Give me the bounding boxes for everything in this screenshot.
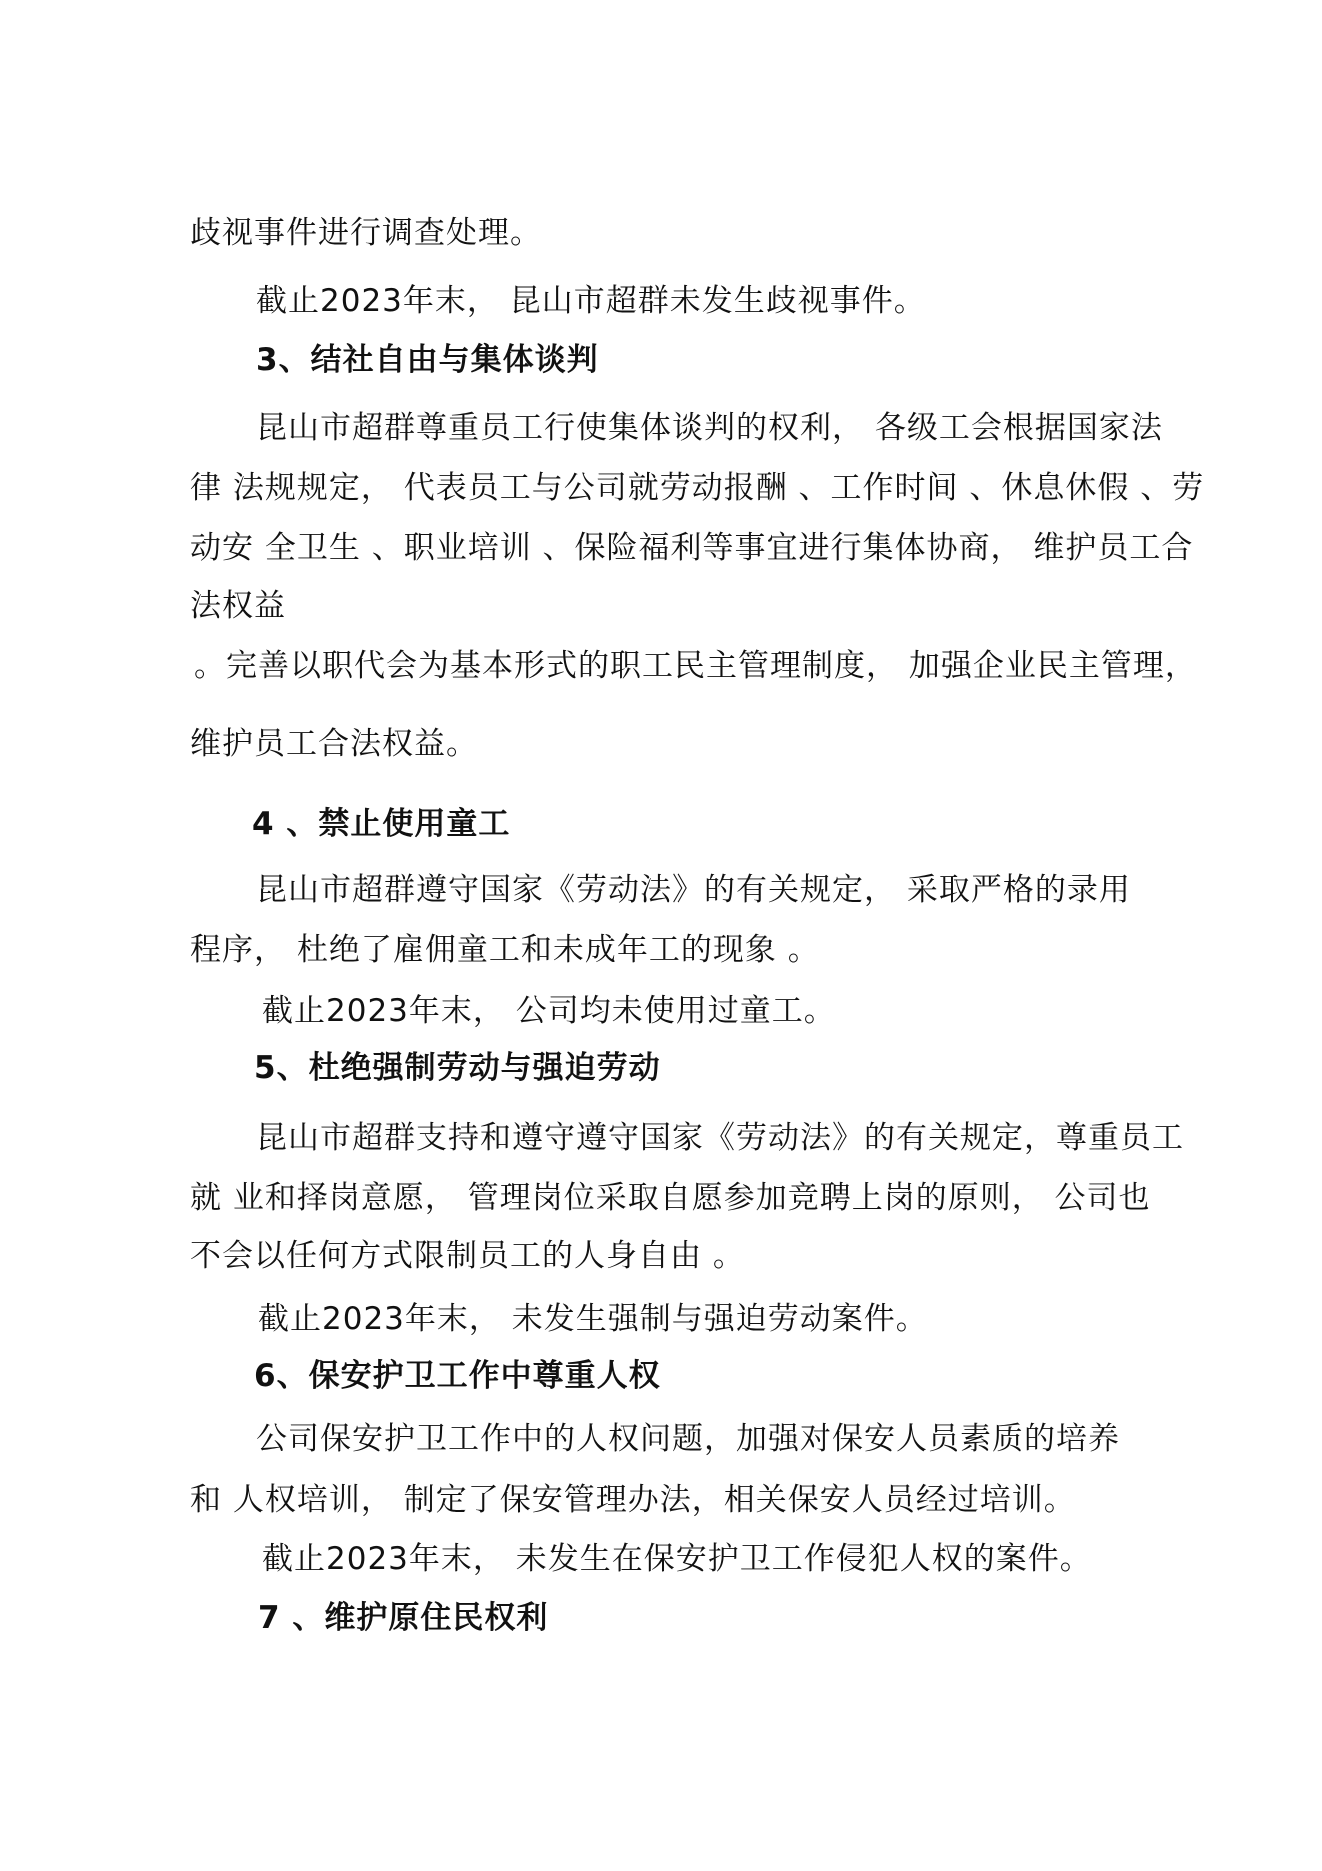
paragraph-line: 和 人权培训， 制定了保安管理办法，相关保安人员经过培训。 [190, 1482, 1076, 1518]
paragraph-line: 动安 全卫生 、职业培训 、保险福利等事宜进行集体协商， 维护员工合 [190, 530, 1194, 566]
paragraph-line: 昆山市超群遵守国家《劳动法》的有关规定， 采取严格的录用 [256, 872, 1131, 908]
paragraph-line: 公司保安护卫工作中的人权问题，加强对保安人员素质的培养 [256, 1421, 1120, 1457]
paragraph-line: 不会以任何方式限制员工的人身自由 。 [190, 1238, 745, 1274]
paragraph-line: 。完善以职代会为基本形式的职工民主管理制度， 加强企业民主管理， [194, 648, 1197, 684]
paragraph-line: 截止2023年末， 未发生强制与强迫劳动案件。 [258, 1301, 928, 1337]
section-heading: 3、结社自由与集体谈判 [256, 342, 599, 378]
section-heading: 5、杜绝强制劳动与强迫劳动 [254, 1050, 661, 1086]
paragraph-line: 歧视事件进行调查处理。 [190, 215, 542, 251]
paragraph-line: 法权益 [190, 588, 286, 624]
section-heading: 4 、禁止使用童工 [252, 806, 511, 842]
paragraph-line: 程序， 杜绝了雇佣童工和未成年工的现象 。 [190, 932, 820, 968]
paragraph-line: 就 业和择岗意愿， 管理岗位采取自愿参加竞聘上岗的原则， 公司也 [190, 1180, 1151, 1216]
section-heading: 6、保安护卫工作中尊重人权 [254, 1358, 661, 1394]
paragraph-line: 截止2023年末， 昆山市超群未发生歧视事件。 [256, 283, 926, 319]
paragraph-line: 昆山市超群尊重员工行使集体谈判的权利， 各级工会根据国家法 [256, 410, 1163, 446]
paragraph-line: 截止2023年末， 公司均未使用过童工。 [262, 993, 836, 1029]
paragraph-line: 昆山市超群支持和遵守遵守国家《劳动法》的有关规定，尊重员工 [256, 1120, 1184, 1156]
paragraph-line: 截止2023年末， 未发生在保安护卫工作侵犯人权的案件。 [262, 1541, 1092, 1577]
paragraph-line: 维护员工合法权益。 [190, 726, 478, 762]
section-heading: 7 、维护原住民权利 [258, 1600, 549, 1636]
paragraph-line: 律 法规规定， 代表员工与公司就劳动报酬 、工作时间 、休息休假 、劳 [190, 470, 1205, 506]
